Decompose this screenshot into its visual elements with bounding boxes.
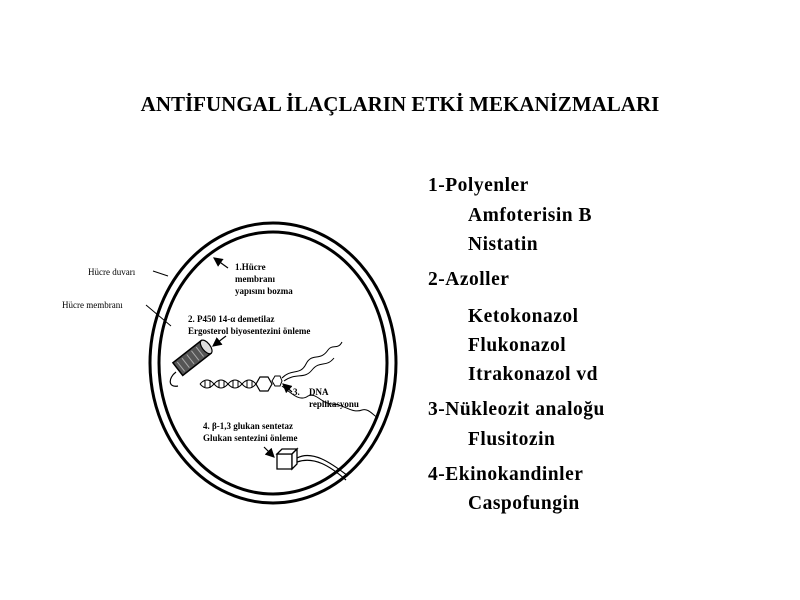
slide-title: ANTİFUNGAL İLAÇLARIN ETKİ MEKANİZMALARI bbox=[140, 92, 660, 116]
dna-strand-upper bbox=[282, 342, 342, 378]
cell-wall-leader bbox=[153, 271, 168, 276]
arrow-p450 bbox=[213, 336, 226, 346]
drug-item: Flusitozin bbox=[468, 429, 556, 450]
label-target4-line1: 4. β-1,3 glukan sentetaz bbox=[203, 421, 293, 431]
label-target2-line2: Ergosterol biyosentezini önleme bbox=[188, 326, 311, 336]
drug-item: Flukonazol bbox=[468, 335, 567, 356]
label-target2-line1: 2. P450 14-α demetilaz bbox=[188, 314, 275, 324]
dna-helix bbox=[200, 380, 256, 388]
drug-class-heading: 4-Ekinokandinler bbox=[428, 464, 584, 485]
drug-item: Ketokonazol bbox=[468, 306, 579, 327]
drug-item: Caspofungin bbox=[468, 493, 580, 514]
drug-item: Itrakonazol vd bbox=[468, 364, 598, 385]
label-cell-membrane: Hücre membranı bbox=[62, 300, 123, 310]
cube-tail bbox=[297, 455, 348, 476]
label-target3-line1: DNA bbox=[309, 387, 329, 397]
dna-strand-upper-2 bbox=[284, 358, 334, 381]
drug-item: Nistatin bbox=[468, 234, 539, 255]
label-target3-number: 3. bbox=[293, 387, 300, 397]
label-target4-line2: Glukan sentezini önleme bbox=[203, 433, 298, 443]
label-target1-line1: 1.Hücre bbox=[235, 262, 266, 272]
glucan-cube bbox=[277, 449, 297, 469]
arrow-membrane bbox=[214, 258, 228, 268]
drug-item: Amfoterisin B bbox=[468, 205, 593, 226]
drug-class-heading: 2-Azoller bbox=[428, 269, 510, 290]
drug-class-heading: 1-Polyenler bbox=[428, 175, 529, 196]
drug-class-heading: 3-Nükleozit analoğu bbox=[428, 399, 605, 420]
arrow-glucan bbox=[264, 447, 274, 457]
dna-fork-node bbox=[256, 377, 272, 391]
dna-fork-node-small bbox=[272, 376, 282, 386]
label-target3-line2: replikasyonu bbox=[309, 399, 359, 409]
label-target1-line2: membranı bbox=[235, 274, 275, 284]
cylinder-tail bbox=[170, 372, 178, 386]
label-target1-line3: yapısını bozma bbox=[235, 286, 293, 296]
label-cell-wall: Hücre duvarı bbox=[88, 267, 136, 277]
p450-cylinder bbox=[173, 338, 214, 375]
